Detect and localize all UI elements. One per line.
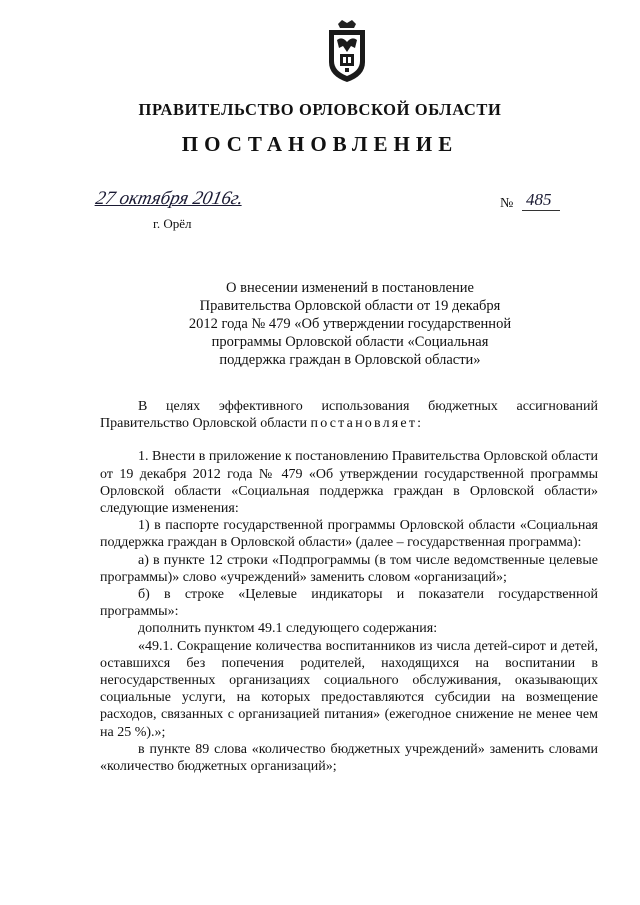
document-body [100,398,598,775]
intro-text: В целях эффективного использования бюджетных ассигнований Правительство Орловской области [100,399,598,432]
number-label: № [500,196,514,211]
city-label: г. Орёл [153,216,192,231]
government-title: ПРАВИТЕЛЬСТВО ОРЛОВСКОЙ ОБЛАСТИ [138,100,502,119]
body-paragraph: 1. Внести в приложение к постановлению Правительства Орловской области от 19 декабря 2012 года № 479 «Об утверждении государственной программы Орловской области «Социальная поддержка граждан в Орловской области» следующие изменения: [100,449,598,517]
subject-line: О внесении изменений в постановление [226,280,474,296]
body-paragraph: в пункте 89 слова «количество бюджетных учреждений» заменить словами «количество бюджетных организаций»; [100,741,598,775]
body-paragraph: дополнить пунктом 49.1 следующего содержания: [138,621,438,637]
document-type-title: ПОСТАНОВЛЕНИЕ [181,132,459,156]
date-signature [93,188,296,232]
handwritten-number: 485 [522,190,560,211]
body-paragraph: 1) в паспорте государственной программы Орловской области «Социальная поддержка граждан в Орловской области» (далее – государственная программа): [100,518,598,551]
subject-line: поддержка граждан в Орловской области» [219,352,481,368]
body-paragraph: б) в строке «Целевые индикаторы и показатели государственной программы»: [100,587,598,620]
intro-paragraph [100,398,598,432]
subject-line: программы Орловской области «Социальная [211,334,489,350]
subject-line: 2012 года № 479 «Об утверждении государственной [188,316,512,332]
intro-verb: постановляет: [310,416,424,432]
coat-of-arms-icon [325,18,369,84]
body-paragraph: а) в пункте 12 строки «Подпрограммы (в том числе ведомственные целевые программы)» слово «учреждений» заменить словом «организаций»; [100,552,598,585]
subject-line: Правительства Орловской области от 19 декабря [199,298,501,314]
body-paragraph: «49.1. Сокращение количества воспитанников из числа детей-сирот и детей, оставшихся без попечения родителей, находящихся на воспитании в негосударственных организациях социального обслуживания, оказывающих социальные услуги, на которых предоставляются субсидии на возмещение расходов, связанных с организацией питания» (ежегодное снижение не менее чем на 25 %).»; [100,638,598,740]
handwritten-date: 27 октября 2016г. [93,188,246,209]
document-subject [150,279,550,369]
